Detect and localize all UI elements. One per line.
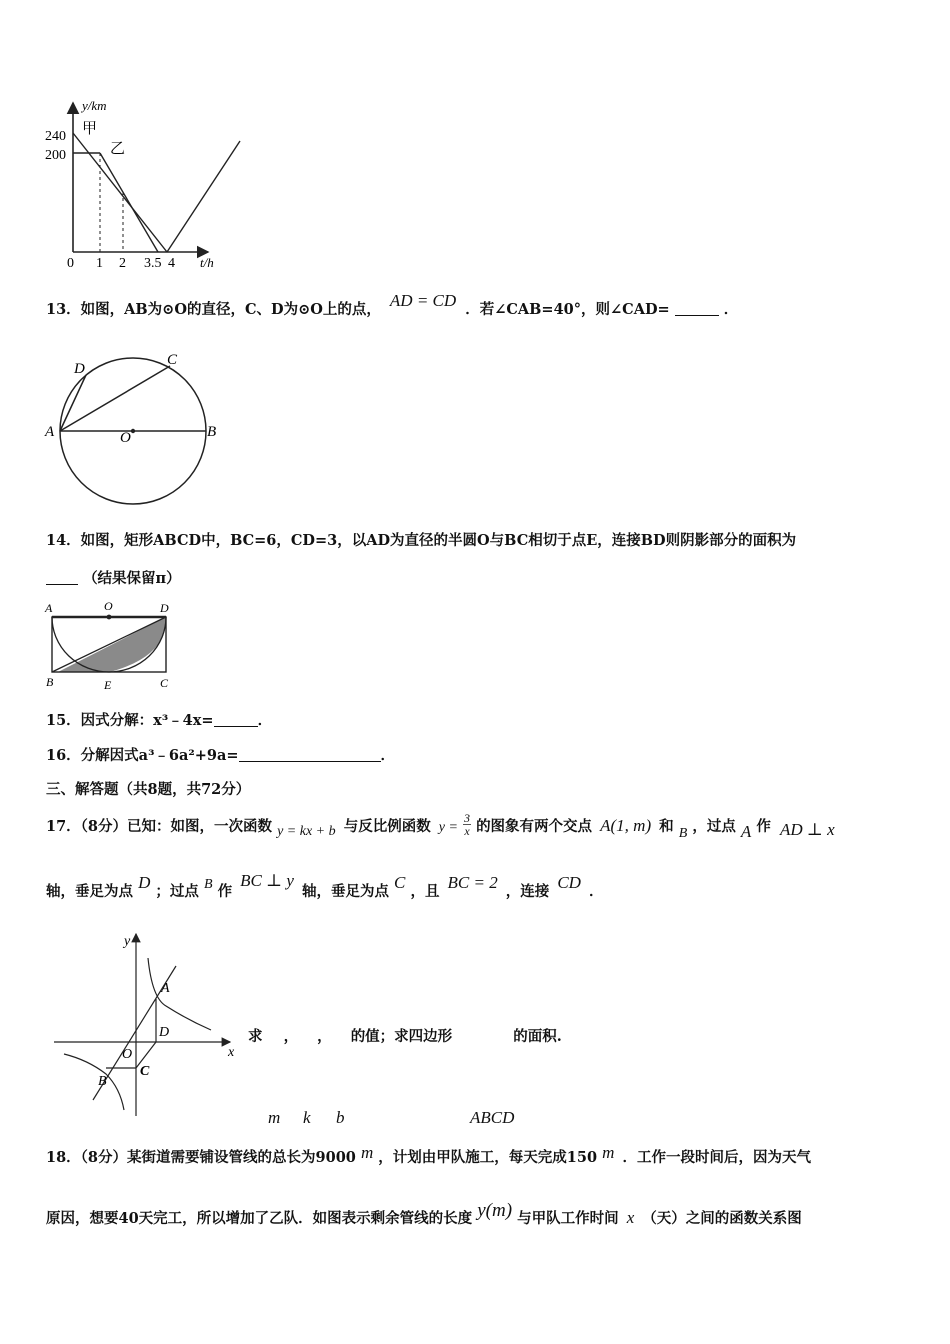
q17-bc-eq-2: BC = 2 (447, 873, 498, 892)
label-c: C (140, 1064, 150, 1079)
q17-l2-f: ，连接 (505, 883, 550, 900)
hyperbola-branch-2 (64, 1054, 124, 1110)
x-axis-label: t/h (200, 255, 214, 270)
label-c: C (167, 352, 178, 368)
q15-end: ． (257, 712, 273, 729)
center-dot-o (107, 615, 112, 620)
q17-bc-perp-y: BC ⊥ y (240, 871, 294, 890)
answer-blank-16[interactable] (239, 747, 381, 762)
circle-figure-q13 (42, 348, 232, 508)
series-label-jia: 甲 (82, 121, 98, 137)
rectangle-figure-q14 (42, 598, 182, 692)
question-17-line2 (46, 871, 604, 901)
label-a: A (161, 981, 170, 996)
q17-segment-cd: CD (557, 873, 581, 892)
label-c: C (160, 676, 169, 690)
y-tick-200: 200 (45, 148, 66, 163)
q17-l1-e: ，过点 (692, 818, 736, 835)
y-axis-label: y/km (82, 98, 107, 113)
q17-var-b: b (336, 1108, 345, 1127)
question-15 (46, 709, 272, 730)
label-e: E (104, 678, 112, 692)
label-o: O (104, 599, 113, 613)
x-tick-0: 0 (67, 256, 74, 271)
x-tick-3-5: 3.5 (144, 256, 162, 271)
q18-l1-c: ．工作一段时间后，因为天气 (622, 1149, 811, 1166)
q18-l1-a: 18．（8分）某街道需要铺设管线的总长为9000 (46, 1149, 356, 1166)
q17-point-d: D (138, 873, 151, 892)
q17-var-m: m (268, 1108, 281, 1127)
question-13 (46, 291, 739, 319)
q13-text-a: 13．如图，AB为⊙O的直径，C、D为⊙O上的点， (46, 301, 381, 318)
q13-text-b: ．若∠CAB=40°，则∠CAD= (465, 301, 670, 318)
q17-ask-comma-1: ， (283, 1028, 299, 1045)
label-d: D (74, 361, 85, 377)
label-o: O (120, 430, 131, 446)
question-17-ask (248, 1025, 562, 1046)
q13-arc-formula: AD = CD (389, 291, 457, 310)
q18-l2-c: （天）之间的函数关系图 (642, 1210, 802, 1227)
series-label-yi: 乙 (110, 141, 126, 157)
q17-l1-b: 与反比例函数 (343, 818, 431, 835)
question-17-line1 (46, 810, 835, 841)
question-16 (46, 744, 395, 765)
q17-ask-comma-2: ， (317, 1028, 332, 1045)
q17-var-abcd: ABCD (470, 1108, 515, 1127)
q13-text-c: ． (723, 301, 739, 318)
q18-l2-b: 与甲队工作时间 (517, 1210, 619, 1227)
label-b: B (207, 424, 217, 440)
q18-var-x: x (626, 1208, 635, 1227)
q17-l2-b: ；过点 (155, 883, 199, 900)
label-b: B (98, 1074, 107, 1089)
q18-l1-b: ，计划由甲队施工，每天完成150 (378, 1149, 598, 1166)
q17-l1-c: 的图象有两个交点 (476, 818, 593, 835)
q17-point-c: C (394, 873, 406, 892)
answer-blank-14[interactable] (46, 570, 78, 585)
q17-l2-c: 作 (217, 883, 233, 900)
q17-fraction (463, 812, 471, 837)
q14-note: （结果保留π） (83, 570, 181, 587)
q17-ask-3: 的面积. (513, 1028, 562, 1045)
q17-var-k: k (303, 1108, 311, 1127)
q17-frac-den: x (464, 823, 470, 838)
q17-l1-a: 17．（8分）已知：如图，一次函数 (46, 818, 273, 835)
q18-unit-m-1: m (360, 1143, 374, 1162)
x-tick-1: 1 (96, 256, 103, 271)
q16-text: 16．分解因式a³﹣6a²+9a= (46, 747, 239, 764)
line-jia-up (167, 141, 240, 252)
q16-end: ． (380, 747, 396, 764)
q17-l2-d: 轴，垂足为点 (301, 883, 389, 900)
label-b: B (46, 675, 54, 689)
question-18-line1 (46, 1143, 811, 1167)
center-dot (131, 429, 135, 433)
q17-l1-f: 作 (756, 818, 771, 835)
answer-blank-15[interactable] (214, 712, 258, 727)
label-d: D (159, 1025, 170, 1040)
q17-y-eq: y = (438, 820, 458, 835)
distance-time-graph (40, 95, 250, 275)
answer-blank-13[interactable] (675, 301, 719, 316)
x-tick-4: 4 (168, 256, 175, 271)
q17-ask-1: 求 (248, 1028, 263, 1045)
q17-point-b: B (678, 826, 688, 841)
coordinate-figure-q17 (48, 928, 248, 1120)
q17-frac-num: 3 (464, 810, 470, 825)
x-tick-2: 2 (119, 256, 126, 271)
q17-linear-function: y = kx + b (277, 824, 336, 839)
section-heading-3: 三、解答题（共8题，共72分） (46, 781, 251, 798)
q17-point-b2: B (203, 877, 213, 892)
label-a: A (45, 601, 53, 615)
q17-l2-g: ． (589, 883, 604, 900)
q17-point-a2: A (740, 822, 752, 841)
q17-l2-a: 轴，垂足为点 (46, 883, 133, 900)
q18-unit-m-2: m (602, 1143, 615, 1162)
question-18-line2 (46, 1200, 802, 1229)
y-tick-240: 240 (45, 129, 66, 144)
label-d: D (160, 601, 169, 615)
q17-ad-perp-x: AD ⊥ x (779, 820, 835, 839)
q17-l1-d: 和 (659, 818, 674, 835)
q17-ask-2: 的值；求四边形 (350, 1028, 453, 1045)
q17-point-a: A(1, m) (600, 816, 652, 835)
q17-l2-e: ，且 (410, 883, 440, 900)
hyperbola-branch-1 (148, 958, 211, 1030)
y-axis-label: y (124, 934, 131, 949)
q18-func-ym: y(m) (477, 1200, 513, 1221)
question-14-line1: 14．如图，矩形ABCD中，BC=6，CD=3，以AD为直径的半圆O与BC相切于点E，连接BD则阴影部分的面积为 (46, 532, 797, 549)
q15-text: 15．因式分解：x³﹣4x= (46, 712, 214, 729)
q18-l2-a: 原因，想要40天完工，所以增加了乙队．如图表示剩余管线的长度 (46, 1210, 473, 1227)
x-axis-label: x (228, 1045, 235, 1060)
question-14-line2 (46, 567, 181, 588)
line-yi-down (100, 153, 158, 252)
origin-label: O (122, 1047, 133, 1062)
label-a: A (45, 424, 55, 440)
